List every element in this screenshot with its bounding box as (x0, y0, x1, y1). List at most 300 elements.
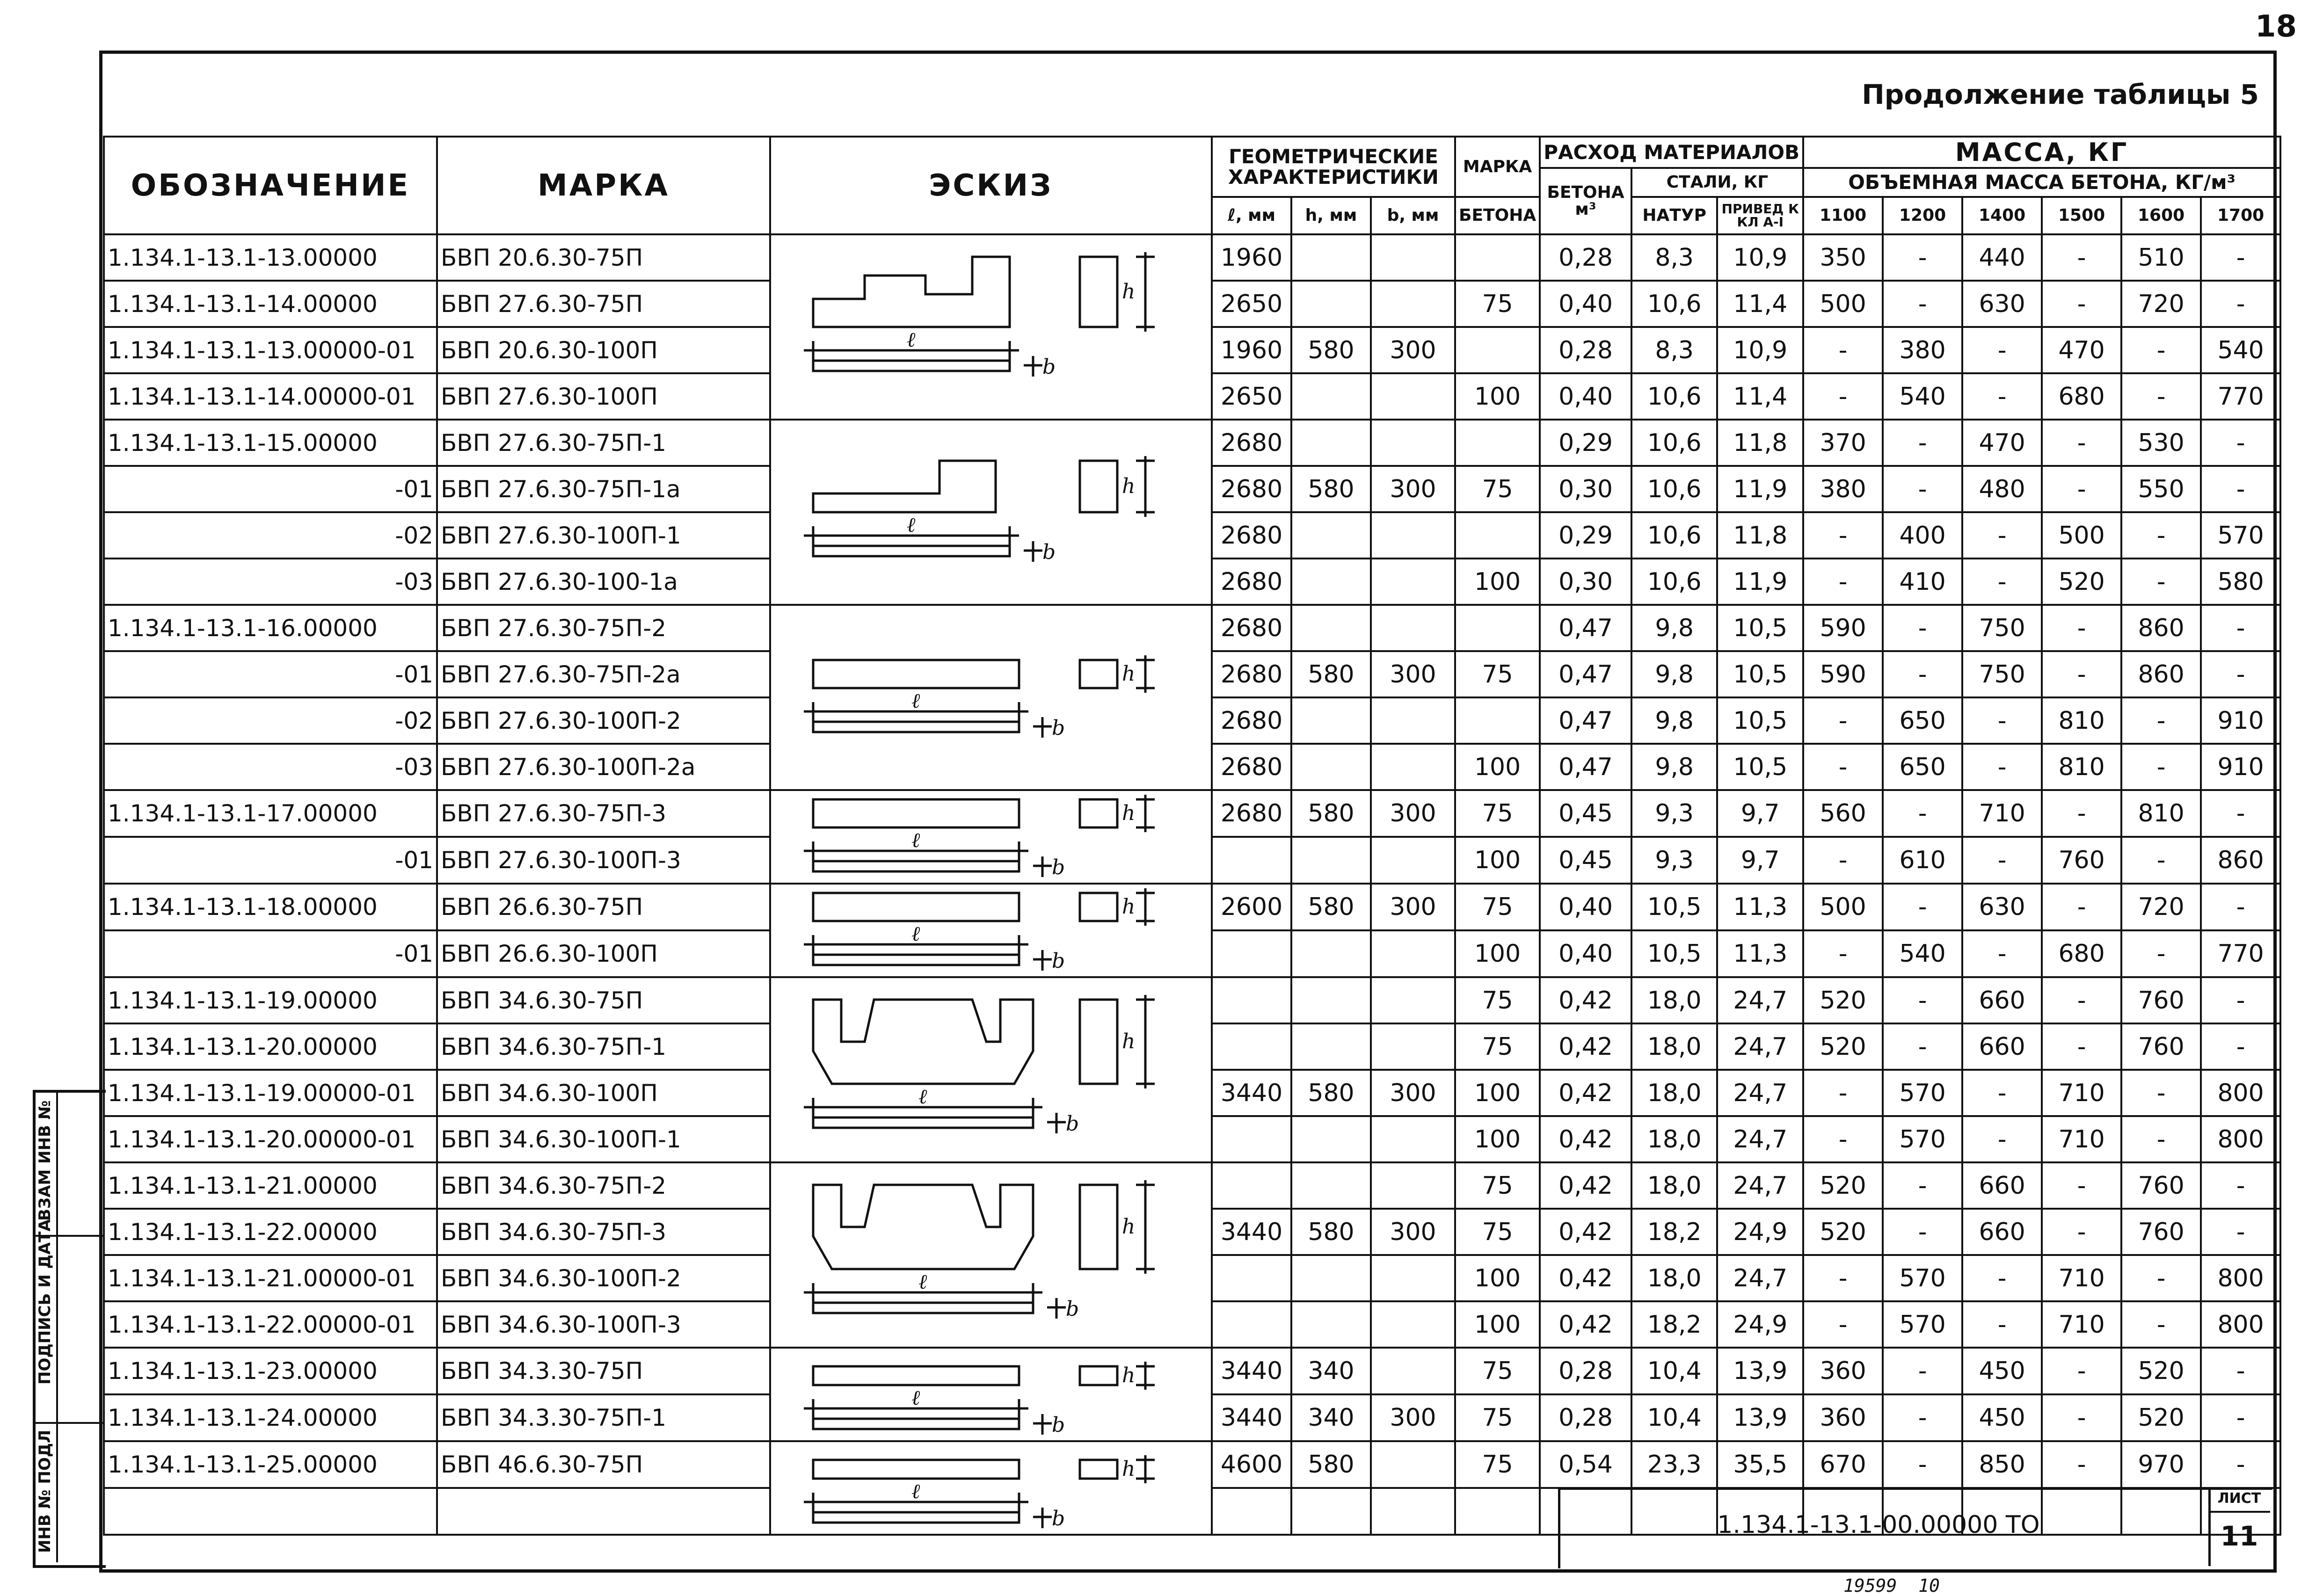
cell-mass: - (1803, 697, 1883, 744)
cell-height: 580 (1291, 651, 1371, 697)
cell-steel-reduced: 11,9 (1717, 559, 1803, 605)
cell-grade: 100 (1455, 1070, 1540, 1116)
cell-mass: 380 (1803, 466, 1883, 512)
beam-sketch (771, 1163, 1211, 1347)
cell-grade: 100 (1455, 1301, 1540, 1348)
cell-width (1371, 1023, 1455, 1070)
cell-mass: 650 (1883, 744, 1962, 790)
cell-mark: БВП 46.6.30-75П (437, 1441, 770, 1488)
cell-mass: 760 (2121, 1209, 2201, 1255)
cell-mass: 810 (2121, 790, 2201, 837)
stamp-doc-code: 1.134.1-13.1-00.00000 ТО (1717, 1511, 2040, 1539)
height-label: h (1122, 662, 1136, 686)
cell-length: 4600 (1212, 1441, 1291, 1488)
cell-designation: 1.134.1-13.1-19.00000 (104, 977, 437, 1023)
cell-concrete: 0,45 (1540, 837, 1631, 884)
table-row (104, 790, 2280, 837)
cell-mass: 500 (2042, 512, 2121, 559)
cell-mark: БВП 27.6.30-100П-2 (437, 697, 770, 744)
cell-width: 300 (1371, 1070, 1455, 1116)
cell-mass: - (1803, 327, 1883, 373)
cell-mass: - (2121, 512, 2201, 559)
cell-mass: 570 (1883, 1116, 1962, 1162)
cell-steel-natural: 10,6 (1631, 559, 1718, 605)
beam-plan (813, 361, 1010, 371)
cell-mass: - (2121, 559, 2201, 605)
cell-mass: - (1803, 1255, 1883, 1301)
cell-empty (1371, 1488, 1455, 1535)
cell-mass: 710 (2042, 1070, 2121, 1116)
cell-mass: - (1883, 651, 1962, 697)
cell-concrete: 0,29 (1540, 420, 1631, 466)
cell-mass: - (2201, 1209, 2280, 1255)
cell-mass: 850 (1962, 1441, 2042, 1488)
cell-mark: БВП 34.6.30-75П (437, 977, 770, 1023)
cell-mass: 770 (2201, 373, 2280, 420)
thickness-label: b (1042, 540, 1056, 564)
cell-grade (1455, 420, 1540, 466)
beam-sketch (771, 978, 1211, 1161)
cell-steel-natural: 18,0 (1631, 1116, 1718, 1162)
cell-mass: 970 (2121, 1441, 2201, 1488)
beam-section (1080, 1366, 1117, 1385)
cell-mass: - (1962, 930, 2042, 977)
table-caption: Продолжение таблицы 5 (1862, 79, 2259, 110)
table-row (104, 1348, 2280, 1394)
cell-designation: -02 (104, 512, 437, 559)
beam-elevation (813, 1366, 1019, 1385)
cell-height: 580 (1291, 327, 1371, 373)
cell-mass: 520 (1803, 1209, 1883, 1255)
cell-mass: 570 (1883, 1301, 1962, 1348)
cell-sketch (770, 790, 1212, 884)
cell-mark: БВП 27.6.30-100П-1 (437, 512, 770, 559)
header-mark: МАРКА (437, 137, 770, 234)
cell-length: 2680 (1212, 512, 1291, 559)
cell-mass: 660 (1962, 1162, 2042, 1209)
cell-steel-reduced: 13,9 (1717, 1348, 1803, 1394)
cell-mass: 660 (1962, 977, 2042, 1023)
cell-width (1371, 1441, 1455, 1488)
height-label: h (1122, 280, 1136, 304)
cell-empty (1455, 1488, 1540, 1535)
cell-mass: 580 (2201, 559, 2280, 605)
products-table (103, 136, 2281, 1536)
cell-steel-natural: 18,0 (1631, 1255, 1718, 1301)
cell-mark: БВП 20.6.30-75П (437, 234, 770, 281)
cell-length: 3440 (1212, 1394, 1291, 1441)
cell-mark: БВП 27.6.30-100-1а (437, 559, 770, 605)
cell-mark: БВП 27.6.30-75П (437, 281, 770, 327)
cell-sketch (770, 605, 1212, 790)
height-label: h (1122, 1030, 1136, 1053)
cell-width (1371, 234, 1455, 281)
cell-mass: - (2121, 930, 2201, 977)
cell-mass: - (2201, 420, 2280, 466)
cell-mass: - (2121, 373, 2201, 420)
cell-concrete: 0,45 (1540, 790, 1631, 837)
cell-width (1371, 837, 1455, 884)
cell-designation: 1.134.1-13.1-23.00000 (104, 1348, 437, 1394)
cell-designation: 1.134.1-13.1-14.00000-01 (104, 373, 437, 420)
header-mass: МАССА, КГ (1803, 137, 2280, 168)
header-geometry: ГЕОМЕТРИЧЕСКИЕ ХАРАКТЕРИСТИКИ (1212, 137, 1455, 197)
cell-mass: - (2201, 1348, 2280, 1394)
cell-width: 300 (1371, 327, 1455, 373)
beam-section (1080, 660, 1117, 688)
cell-grade: 75 (1455, 1162, 1540, 1209)
cell-mass: 670 (1803, 1441, 1883, 1488)
cell-length: 1960 (1212, 234, 1291, 281)
cell-mark: БВП 26.6.30-100П (437, 930, 770, 977)
cell-steel-reduced: 10,9 (1717, 327, 1803, 373)
beam-plan (813, 1303, 1033, 1313)
cell-mass: 450 (1962, 1394, 2042, 1441)
beam-plan (813, 722, 1019, 732)
cell-mass: 350 (1803, 234, 1883, 281)
cell-mass: 710 (2042, 1116, 2121, 1162)
cell-steel-natural: 10,5 (1631, 930, 1718, 977)
cell-mass: 800 (2201, 1301, 2280, 1348)
cell-designation: 1.134.1-13.1-22.00000 (104, 1209, 437, 1255)
cell-grade (1455, 234, 1540, 281)
cell-height: 580 (1291, 466, 1371, 512)
length-label: ℓ (911, 922, 920, 946)
cell-mass: 360 (1803, 1348, 1883, 1394)
cell-steel-reduced: 24,7 (1717, 1070, 1803, 1116)
thickness-label: b (1052, 716, 1065, 740)
cell-mass: - (2042, 651, 2121, 697)
beam-plan (813, 1117, 1033, 1128)
cell-mass: - (2042, 1023, 2121, 1070)
cell-mass: 630 (1962, 281, 2042, 327)
cell-mass: - (1803, 559, 1883, 605)
cell-height: 580 (1291, 1070, 1371, 1116)
cell-mass: 440 (1962, 234, 2042, 281)
cell-designation: 1.134.1-13.1-25.00000 (104, 1441, 437, 1488)
cell-length: 2680 (1212, 790, 1291, 837)
header-density-1700: 1700 (2201, 197, 2280, 234)
cell-steel-reduced: 11,3 (1717, 930, 1803, 977)
cell-steel-natural: 10,6 (1631, 420, 1718, 466)
cell-height (1291, 744, 1371, 790)
cell-designation: 1.134.1-13.1-20.00000-01 (104, 1116, 437, 1162)
cell-concrete: 0,42 (1540, 1116, 1631, 1162)
cell-mass: 590 (1803, 605, 1883, 651)
cell-steel-natural: 10,6 (1631, 281, 1718, 327)
cell-width (1371, 697, 1455, 744)
cell-designation: -01 (104, 930, 437, 977)
length-label: ℓ (918, 1270, 927, 1294)
cell-mass: 500 (1803, 281, 1883, 327)
header-sketch: ЭСКИЗ (770, 137, 1212, 234)
side-divider-2 (33, 1422, 103, 1424)
cell-mass: 500 (1803, 884, 1883, 930)
cell-mass: 380 (1883, 327, 1962, 373)
table-row (104, 420, 2280, 466)
cell-length (1212, 1162, 1291, 1209)
cell-sketch (770, 420, 1212, 605)
header-materials: РАСХОД МАТЕРИАЛОВ (1540, 137, 1803, 168)
cell-height (1291, 837, 1371, 884)
beam-sketch (771, 885, 1211, 976)
cell-mass: - (1803, 1070, 1883, 1116)
cell-mass: 410 (1883, 559, 1962, 605)
cell-grade: 75 (1455, 790, 1540, 837)
cell-mark: БВП 27.6.30-100П-2а (437, 744, 770, 790)
cell-grade (1455, 605, 1540, 651)
cell-mass: - (2201, 651, 2280, 697)
cell-mass: - (1962, 837, 2042, 884)
cell-mass: 540 (1883, 373, 1962, 420)
beam-plan (813, 955, 1019, 965)
cell-mass: 550 (2121, 466, 2201, 512)
cell-length (1212, 1116, 1291, 1162)
cell-steel-reduced: 10,5 (1717, 651, 1803, 697)
cell-mass: - (2042, 1348, 2121, 1394)
cell-width: 300 (1371, 884, 1455, 930)
cell-width (1371, 281, 1455, 327)
cell-steel-natural: 18,0 (1631, 977, 1718, 1023)
cell-width (1371, 1301, 1455, 1348)
cell-mark: БВП 34.6.30-75П-1 (437, 1023, 770, 1070)
cell-grade: 100 (1455, 744, 1540, 790)
cell-concrete: 0,42 (1540, 1070, 1631, 1116)
cell-height: 580 (1291, 790, 1371, 837)
cell-mass: 370 (1803, 420, 1883, 466)
cell-designation: 1.134.1-13.1-17.00000 (104, 790, 437, 837)
thickness-label: b (1052, 949, 1065, 973)
cell-mass: - (1883, 1441, 1962, 1488)
cell-mass: - (2042, 1162, 2121, 1209)
cell-mass: 800 (2201, 1255, 2280, 1301)
height-label: h (1122, 801, 1136, 825)
beam-section (1080, 893, 1117, 921)
cell-steel-reduced: 11,4 (1717, 373, 1803, 420)
cell-steel-reduced: 13,9 (1717, 1394, 1803, 1441)
cell-length: 3440 (1212, 1348, 1291, 1394)
cell-width (1371, 1162, 1455, 1209)
cell-mass: 710 (2042, 1255, 2121, 1301)
cell-height (1291, 559, 1371, 605)
cell-mark: БВП 27.6.30-100П (437, 373, 770, 420)
beam-elevation (813, 799, 1019, 827)
cell-mass: - (2201, 1023, 2280, 1070)
cell-mass: - (1883, 1348, 1962, 1394)
cell-steel-natural: 9,3 (1631, 837, 1718, 884)
beam-elevation (813, 893, 1019, 921)
cell-width (1371, 977, 1455, 1023)
cell-steel-reduced: 10,9 (1717, 234, 1803, 281)
cell-mass: - (1962, 1070, 2042, 1116)
cell-concrete: 0,42 (1540, 1209, 1631, 1255)
side-label-top: ВЗАМ ИНВ № (36, 1100, 54, 1221)
cell-mass: 540 (1883, 930, 1962, 977)
cell-mass: 520 (1803, 977, 1883, 1023)
cell-designation: 1.134.1-13.1-18.00000 (104, 884, 437, 930)
cell-concrete: 0,42 (1540, 977, 1631, 1023)
cell-mass: - (1803, 744, 1883, 790)
header-concrete-grade: МАРКА (1455, 137, 1540, 197)
cell-mass: - (1962, 327, 2042, 373)
cell-mass: - (2201, 605, 2280, 651)
cell-mass: - (1962, 373, 2042, 420)
cell-grade: 75 (1455, 1394, 1540, 1441)
height-label: h (1122, 895, 1136, 919)
cell-steel-natural: 9,8 (1631, 605, 1718, 651)
cell-mass: 710 (2042, 1301, 2121, 1348)
cell-concrete: 0,40 (1540, 373, 1631, 420)
cell-mass: 760 (2121, 1162, 2201, 1209)
cell-mass: 910 (2201, 697, 2280, 744)
cell-mass: 860 (2121, 605, 2201, 651)
table-body (104, 234, 2280, 1535)
beam-elevation (813, 1000, 1033, 1084)
stamp-sheet-label: ЛИСТ (2208, 1490, 2270, 1513)
cell-steel-reduced: 24,7 (1717, 1116, 1803, 1162)
cell-steel-reduced: 10,5 (1717, 697, 1803, 744)
cell-concrete: 0,42 (1540, 1301, 1631, 1348)
cell-concrete: 0,42 (1540, 1023, 1631, 1070)
cell-grade: 100 (1455, 1255, 1540, 1301)
cell-mass: - (1883, 1209, 1962, 1255)
side-label-middle: ПОДПИСЬ И ДАТА (36, 1219, 54, 1385)
header-density-1600: 1600 (2121, 197, 2201, 234)
cell-steel-natural: 10,5 (1631, 884, 1718, 930)
header-designation: ОБОЗНАЧЕНИЕ (104, 137, 437, 234)
cell-steel-natural: 18,2 (1631, 1209, 1718, 1255)
cell-mass: 910 (2201, 744, 2280, 790)
cell-grade: 100 (1455, 837, 1540, 884)
cell-height (1291, 977, 1371, 1023)
header-width: b, мм (1371, 197, 1455, 234)
cell-mark: БВП 34.6.30-100П (437, 1070, 770, 1116)
cell-steel-reduced: 11,9 (1717, 466, 1803, 512)
cell-mass: 470 (2042, 327, 2121, 373)
cell-mass: - (2201, 1441, 2280, 1488)
cell-mass: - (1803, 373, 1883, 420)
beam-section (1080, 1185, 1117, 1269)
cell-steel-natural: 10,6 (1631, 466, 1718, 512)
cell-mark: БВП 34.3.30-75П-1 (437, 1394, 770, 1441)
beam-section (1080, 461, 1117, 512)
cell-mass: - (1962, 744, 2042, 790)
cell-mass: 520 (2042, 559, 2121, 605)
cell-designation: 1.134.1-13.1-21.00000 (104, 1162, 437, 1209)
cell-mass: - (2042, 281, 2121, 327)
beam-elevation (813, 257, 1010, 327)
cell-height (1291, 1301, 1371, 1348)
table-row (104, 977, 2280, 1023)
header-grade-label: БЕТОНА (1455, 197, 1540, 234)
cell-width: 300 (1371, 1394, 1455, 1441)
beam-section (1080, 1460, 1117, 1479)
thickness-label: b (1066, 1112, 1079, 1136)
cell-steel-reduced: 24,7 (1717, 1162, 1803, 1209)
cell-mass: 750 (1962, 651, 2042, 697)
cell-height (1291, 1162, 1371, 1209)
table-row (104, 1441, 2280, 1488)
cell-mass: - (2201, 790, 2280, 837)
cell-concrete: 0,47 (1540, 651, 1631, 697)
cell-mark: БВП 27.6.30-100П-3 (437, 837, 770, 884)
cell-height (1291, 930, 1371, 977)
cell-designation: 1.134.1-13.1-16.00000 (104, 605, 437, 651)
cell-width (1371, 559, 1455, 605)
cell-length (1212, 1023, 1291, 1070)
header-length: ℓ, мм (1212, 197, 1291, 234)
cell-mass: - (2201, 281, 2280, 327)
cell-width (1371, 512, 1455, 559)
beam-section (1080, 1000, 1117, 1084)
cell-concrete: 0,29 (1540, 512, 1631, 559)
cell-grade: 100 (1455, 559, 1540, 605)
cell-steel-reduced: 11,4 (1717, 281, 1803, 327)
cell-height (1291, 697, 1371, 744)
cell-mass: - (2042, 790, 2121, 837)
cell-mass: 660 (1962, 1209, 2042, 1255)
table-row (104, 884, 2280, 930)
cell-concrete: 0,30 (1540, 559, 1631, 605)
cell-height: 580 (1291, 884, 1371, 930)
cell-sketch (770, 977, 1212, 1162)
cell-mass: 720 (2121, 884, 2201, 930)
cell-length: 2680 (1212, 559, 1291, 605)
cell-grade (1455, 327, 1540, 373)
beam-section (1080, 799, 1117, 827)
cell-length (1212, 1301, 1291, 1348)
cell-mark (437, 1488, 770, 1535)
cell-concrete: 0,28 (1540, 1348, 1631, 1394)
beam-sketch (771, 1349, 1211, 1440)
cell-mass: - (1883, 884, 1962, 930)
cell-mark: БВП 27.6.30-75П-2 (437, 605, 770, 651)
length-label: ℓ (907, 328, 916, 352)
beam-plan (813, 546, 1010, 556)
cell-mass: - (1883, 1023, 1962, 1070)
cell-mass: - (1962, 1301, 2042, 1348)
cell-steel-natural: 9,8 (1631, 697, 1718, 744)
cell-mark: БВП 34.6.30-100П-1 (437, 1116, 770, 1162)
cell-concrete: 0,40 (1540, 281, 1631, 327)
cell-steel-reduced: 11,3 (1717, 884, 1803, 930)
cell-mass: - (1883, 466, 1962, 512)
cell-mass: - (1803, 930, 1883, 977)
cell-grade: 75 (1455, 1441, 1540, 1488)
thickness-label: b (1052, 1413, 1065, 1437)
cell-mark: БВП 27.6.30-75П-1 (437, 420, 770, 466)
cell-concrete: 0,40 (1540, 930, 1631, 977)
cell-mass: - (1803, 1301, 1883, 1348)
cell-mark: БВП 34.6.30-100П-2 (437, 1255, 770, 1301)
cell-empty (1291, 1488, 1371, 1535)
cell-designation: 1.134.1-13.1-14.00000 (104, 281, 437, 327)
stamp-sheet-number: 11 (2220, 1520, 2258, 1552)
cell-mark: БВП 34.6.30-75П-2 (437, 1162, 770, 1209)
cell-length: 2680 (1212, 697, 1291, 744)
cell-mass: 400 (1883, 512, 1962, 559)
thickness-label: b (1052, 856, 1065, 879)
cell-mass: - (1883, 420, 1962, 466)
cell-length (1212, 1255, 1291, 1301)
header-density-1200: 1200 (1883, 197, 1962, 234)
cell-mark: БВП 27.6.30-75П-3 (437, 790, 770, 837)
cell-mass: - (2121, 1301, 2201, 1348)
cell-sketch (770, 1441, 1212, 1535)
cell-steel-natural: 8,3 (1631, 327, 1718, 373)
cell-grade: 75 (1455, 651, 1540, 697)
cell-height (1291, 420, 1371, 466)
